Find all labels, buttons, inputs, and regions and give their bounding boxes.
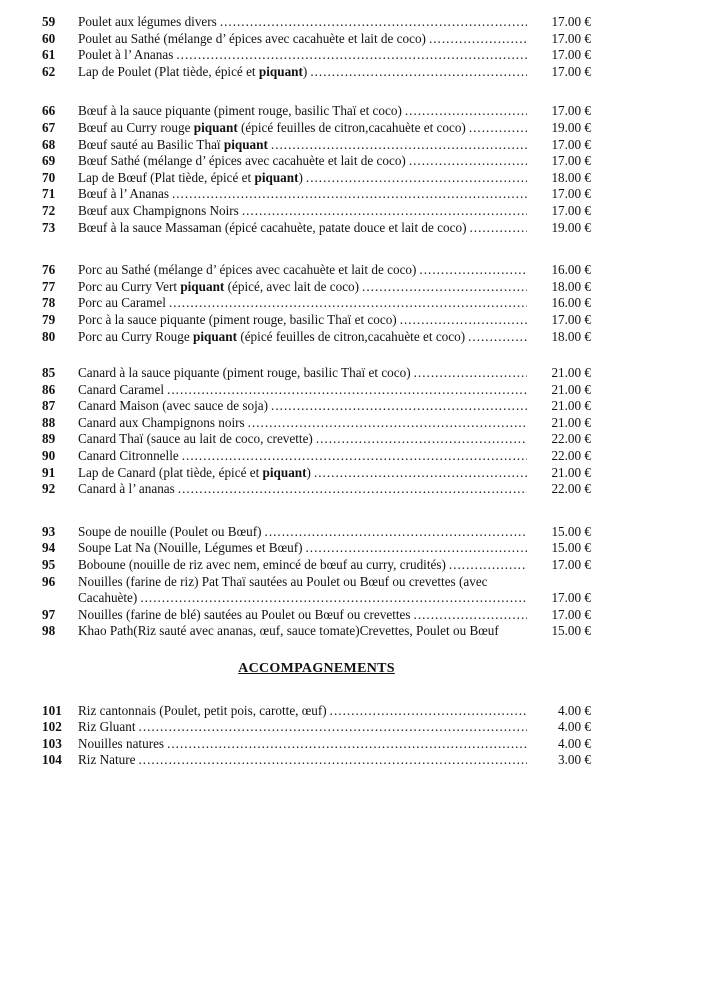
item-number: 70	[42, 169, 56, 185]
menu-item-row	[42, 295, 591, 312]
item-number: 80	[42, 328, 56, 344]
menu-item-row	[42, 64, 591, 81]
dot-leader	[172, 186, 527, 203]
item-number: 68	[42, 136, 56, 152]
menu-item-row	[42, 524, 591, 541]
item-number: 88	[42, 414, 56, 430]
item-price: 15.00 €	[551, 540, 591, 556]
item-price: 17.00 €	[551, 14, 591, 29]
dot-leader	[182, 448, 527, 465]
item-price: 17.00 €	[551, 606, 591, 622]
item-name: Riz cantonnais (Poulet, petit pois, carotte, œuf)	[78, 702, 327, 718]
item-name: Nouilles (farine de blé) sautées au Poulet ou Bœuf ou crevettes	[78, 606, 411, 622]
item-number: 72	[42, 202, 56, 218]
item-price: 21.00 €	[551, 381, 591, 397]
dot-leader	[140, 590, 527, 607]
item-name: Poulet au Sathé (mélange d’ épices avec cacahuète et lait de coco)	[78, 30, 426, 46]
item-number: 79	[42, 311, 56, 327]
dot-leader	[248, 415, 527, 432]
dot-leader	[139, 719, 527, 736]
item-name: Bœuf Sathé (mélange d’ épices avec cacahuète et lait de coco)	[78, 153, 406, 169]
menu-item-row	[42, 329, 591, 346]
item-name: Canard à l’ ananas	[78, 481, 175, 497]
menu-item-row	[42, 590, 591, 607]
item-price: 17.00 €	[551, 30, 591, 46]
item-name: Bœuf sauté au Basilic Thaï piquant	[78, 136, 268, 152]
item-number: 69	[42, 153, 56, 169]
item-price: 18.00 €	[551, 278, 591, 294]
menu-section-boeuf	[42, 103, 591, 236]
item-number: 103	[42, 735, 62, 751]
menu-item-row	[42, 481, 591, 498]
dot-leader	[139, 752, 528, 769]
menu-item-row	[42, 312, 591, 329]
menu-item-row	[42, 752, 591, 769]
item-name: Canard aux Champignons noirs	[78, 414, 245, 430]
item-price: 17.00 €	[551, 202, 591, 218]
item-price: 17.00 €	[551, 557, 591, 573]
item-name: Porc au Caramel	[78, 295, 166, 311]
dot-leader	[242, 203, 527, 220]
item-name: Boboune (nouille de riz avec nem, emincé de bœuf au curry, crudités)	[78, 557, 446, 573]
item-price: 4.00 €	[558, 735, 591, 751]
menu-item-row	[42, 220, 591, 237]
dot-leader	[314, 465, 527, 482]
item-name: Poulet à l’ Ananas	[78, 47, 174, 63]
menu-section-poulet	[42, 14, 591, 80]
dot-leader	[265, 524, 527, 541]
item-price: 17.00 €	[551, 136, 591, 152]
item-price: 17.00 €	[551, 63, 591, 79]
item-number: 86	[42, 381, 56, 397]
menu-item-row	[42, 623, 591, 640]
item-name: Bœuf à la sauce piquante (piment rouge, basilic Thaï et coco)	[78, 103, 402, 119]
item-name: Porc au Curry Vert piquant (épicé, avec lait de coco)	[78, 278, 360, 294]
dot-leader	[414, 365, 527, 382]
menu-item-row	[42, 47, 591, 64]
dot-leader	[330, 703, 527, 720]
menu-item-row	[42, 14, 591, 31]
item-name: Poulet aux légumes divers	[78, 14, 217, 29]
menu-item-row	[42, 365, 591, 382]
dot-leader	[220, 14, 527, 31]
dot-leader	[405, 103, 527, 120]
item-price: 4.00 €	[558, 702, 591, 718]
item-number: 61	[42, 47, 56, 63]
item-number: 89	[42, 431, 56, 447]
item-number: 104	[42, 752, 62, 768]
item-name: Bœuf à l’ Ananas	[78, 186, 169, 202]
item-name: Lap de Poulet (Plat tiède, épicé et piquant)	[78, 63, 308, 79]
item-number: 71	[42, 186, 56, 202]
menu-item-row	[42, 186, 591, 203]
menu-section-soupes-nouilles	[42, 524, 591, 640]
item-number: 91	[42, 464, 56, 480]
dot-leader	[419, 262, 527, 279]
item-price: 16.00 €	[551, 262, 591, 278]
menu-item-row	[42, 540, 591, 557]
item-name: Riz Gluant	[78, 719, 136, 735]
dot-leader	[178, 481, 527, 498]
menu-item-row	[42, 398, 591, 415]
item-name: Bœuf aux Champignons Noirs	[78, 202, 239, 218]
item-price: 17.00 €	[551, 103, 591, 119]
item-name: Nouilles (farine de riz) Pat Thaï sautées au Poulet ou Bœuf ou crevettes (avec	[78, 573, 488, 589]
menu-sections-bottom	[42, 703, 591, 769]
dot-leader	[306, 170, 527, 187]
item-number: 102	[42, 719, 62, 735]
item-number: 101	[42, 702, 62, 718]
dot-leader	[449, 557, 527, 574]
menu-item-row	[42, 607, 591, 624]
item-name: Porc au Sathé (mélange d’ épices avec cacahuète et lait de coco)	[78, 262, 417, 278]
item-number: 87	[42, 398, 56, 414]
menu-item-row	[42, 557, 591, 574]
dot-leader	[400, 312, 527, 329]
item-price: 17.00 €	[551, 311, 591, 327]
item-price: 19.00 €	[551, 219, 591, 235]
item-price: 18.00 €	[551, 169, 591, 185]
item-name: Nouilles natures	[78, 735, 165, 751]
menu-item-row	[42, 120, 591, 137]
item-name: Bœuf à la sauce Massaman (épicé cacahuète, patate douce et lait de coco)	[78, 219, 467, 235]
item-price: 15.00 €	[551, 523, 591, 539]
dot-leader	[271, 137, 527, 154]
dot-leader	[169, 295, 527, 312]
item-number: 73	[42, 219, 56, 235]
menu-item-row	[42, 262, 591, 279]
menu-section-accompagnements	[42, 703, 591, 769]
menu-item-row	[42, 448, 591, 465]
menu-item-row	[42, 465, 591, 482]
dot-leader	[469, 220, 527, 237]
dot-leader	[316, 431, 527, 448]
dot-leader	[176, 47, 527, 64]
item-name: Cacahuète)	[78, 590, 138, 606]
item-name: Riz Nature	[78, 752, 136, 768]
menu-item-row	[42, 153, 591, 170]
item-price: 18.00 €	[551, 328, 591, 344]
menu-section-porc	[42, 262, 591, 345]
item-number: 78	[42, 295, 56, 311]
item-name: Canard Caramel	[78, 381, 165, 397]
item-price: 22.00 €	[551, 448, 591, 464]
item-number: 59	[42, 14, 56, 29]
dot-leader	[469, 120, 527, 137]
item-number: 77	[42, 278, 56, 294]
item-name: Canard Citronnelle	[78, 448, 179, 464]
dot-leader	[310, 64, 527, 81]
menu-item-row	[42, 415, 591, 432]
item-name: Khao Path(Riz sauté avec ananas, œuf, sauce tomate)Crevettes, Poulet ou Bœuf	[78, 623, 499, 639]
item-price: 22.00 €	[551, 431, 591, 447]
item-name: Porc au Curry Rouge piquant (épicé feuilles de citron,cacahuète et coco)	[78, 328, 466, 344]
item-name: Canard Thaï (sauce au lait de coco, crevette)	[78, 431, 313, 447]
dot-leader	[409, 153, 527, 170]
item-number: 96	[42, 573, 56, 589]
dot-leader	[468, 329, 527, 346]
item-name: Lap de Canard (plat tiède, épicé et piquant)	[78, 464, 311, 480]
item-price: 21.00 €	[551, 398, 591, 414]
item-number: 97	[42, 606, 56, 622]
item-number: 98	[42, 623, 56, 639]
item-name: Bœuf au Curry rouge piquant (épicé feuilles de citron,cacahuète et coco)	[78, 119, 466, 135]
item-price: 4.00 €	[558, 719, 591, 735]
item-price: 21.00 €	[551, 414, 591, 430]
menu-item-row	[42, 431, 591, 448]
item-number: 90	[42, 448, 56, 464]
menu-item-row	[42, 719, 591, 736]
menu-item-row	[42, 703, 591, 720]
item-number: 85	[42, 365, 56, 381]
item-number: 94	[42, 540, 56, 556]
menu-item-row	[42, 170, 591, 187]
menu-item-row	[42, 103, 591, 120]
item-price: 21.00 €	[551, 464, 591, 480]
item-number: 93	[42, 523, 56, 539]
item-name: Canard Maison (avec sauce de soja)	[78, 398, 269, 414]
item-name: Soupe de nouille (Poulet ou Bœuf)	[78, 523, 262, 539]
item-price: 15.00 €	[551, 623, 591, 639]
item-price: 19.00 €	[551, 119, 591, 135]
item-name: Canard à la sauce piquante (piment rouge, basilic Thaï et coco)	[78, 365, 411, 381]
item-number: 67	[42, 119, 56, 135]
item-price: 21.00 €	[551, 365, 591, 381]
menu-item-row	[42, 203, 591, 220]
dot-leader	[362, 279, 527, 296]
item-name: Soupe Lat Na (Nouille, Légumes et Bœuf)	[78, 540, 303, 556]
menu-item-row	[42, 574, 591, 591]
dot-leader	[414, 607, 527, 624]
menu-item-row	[42, 382, 591, 399]
dot-leader	[167, 382, 527, 399]
dot-leader	[429, 31, 527, 48]
item-price: 17.00 €	[551, 153, 591, 169]
menu-section-canard	[42, 365, 591, 498]
item-number: 95	[42, 557, 56, 573]
item-price: 17.00 €	[551, 47, 591, 63]
item-name: Lap de Bœuf (Plat tiède, épicé et piquant)	[78, 169, 303, 185]
item-name: Porc à la sauce piquante (piment rouge, basilic Thaï et coco)	[78, 311, 397, 327]
item-price: 17.00 €	[551, 590, 591, 606]
item-number: 66	[42, 103, 56, 119]
dot-leader	[167, 736, 527, 753]
menu-item-row	[42, 279, 591, 296]
menu-item-row	[42, 137, 591, 154]
dot-leader	[271, 398, 527, 415]
menu-sections-top	[42, 14, 591, 640]
item-price: 22.00 €	[551, 481, 591, 497]
item-number: 62	[42, 63, 56, 79]
dot-leader	[306, 540, 528, 557]
menu-item-row	[42, 31, 591, 48]
accompagnements-heading: ACCOMPAGNEMENTS	[238, 661, 395, 676]
item-price: 3.00 €	[558, 752, 591, 768]
item-price: 17.00 €	[551, 186, 591, 202]
item-number: 60	[42, 30, 56, 46]
menu-item-row	[42, 736, 591, 753]
item-number: 76	[42, 262, 56, 278]
item-price: 16.00 €	[551, 295, 591, 311]
item-number: 92	[42, 481, 56, 497]
